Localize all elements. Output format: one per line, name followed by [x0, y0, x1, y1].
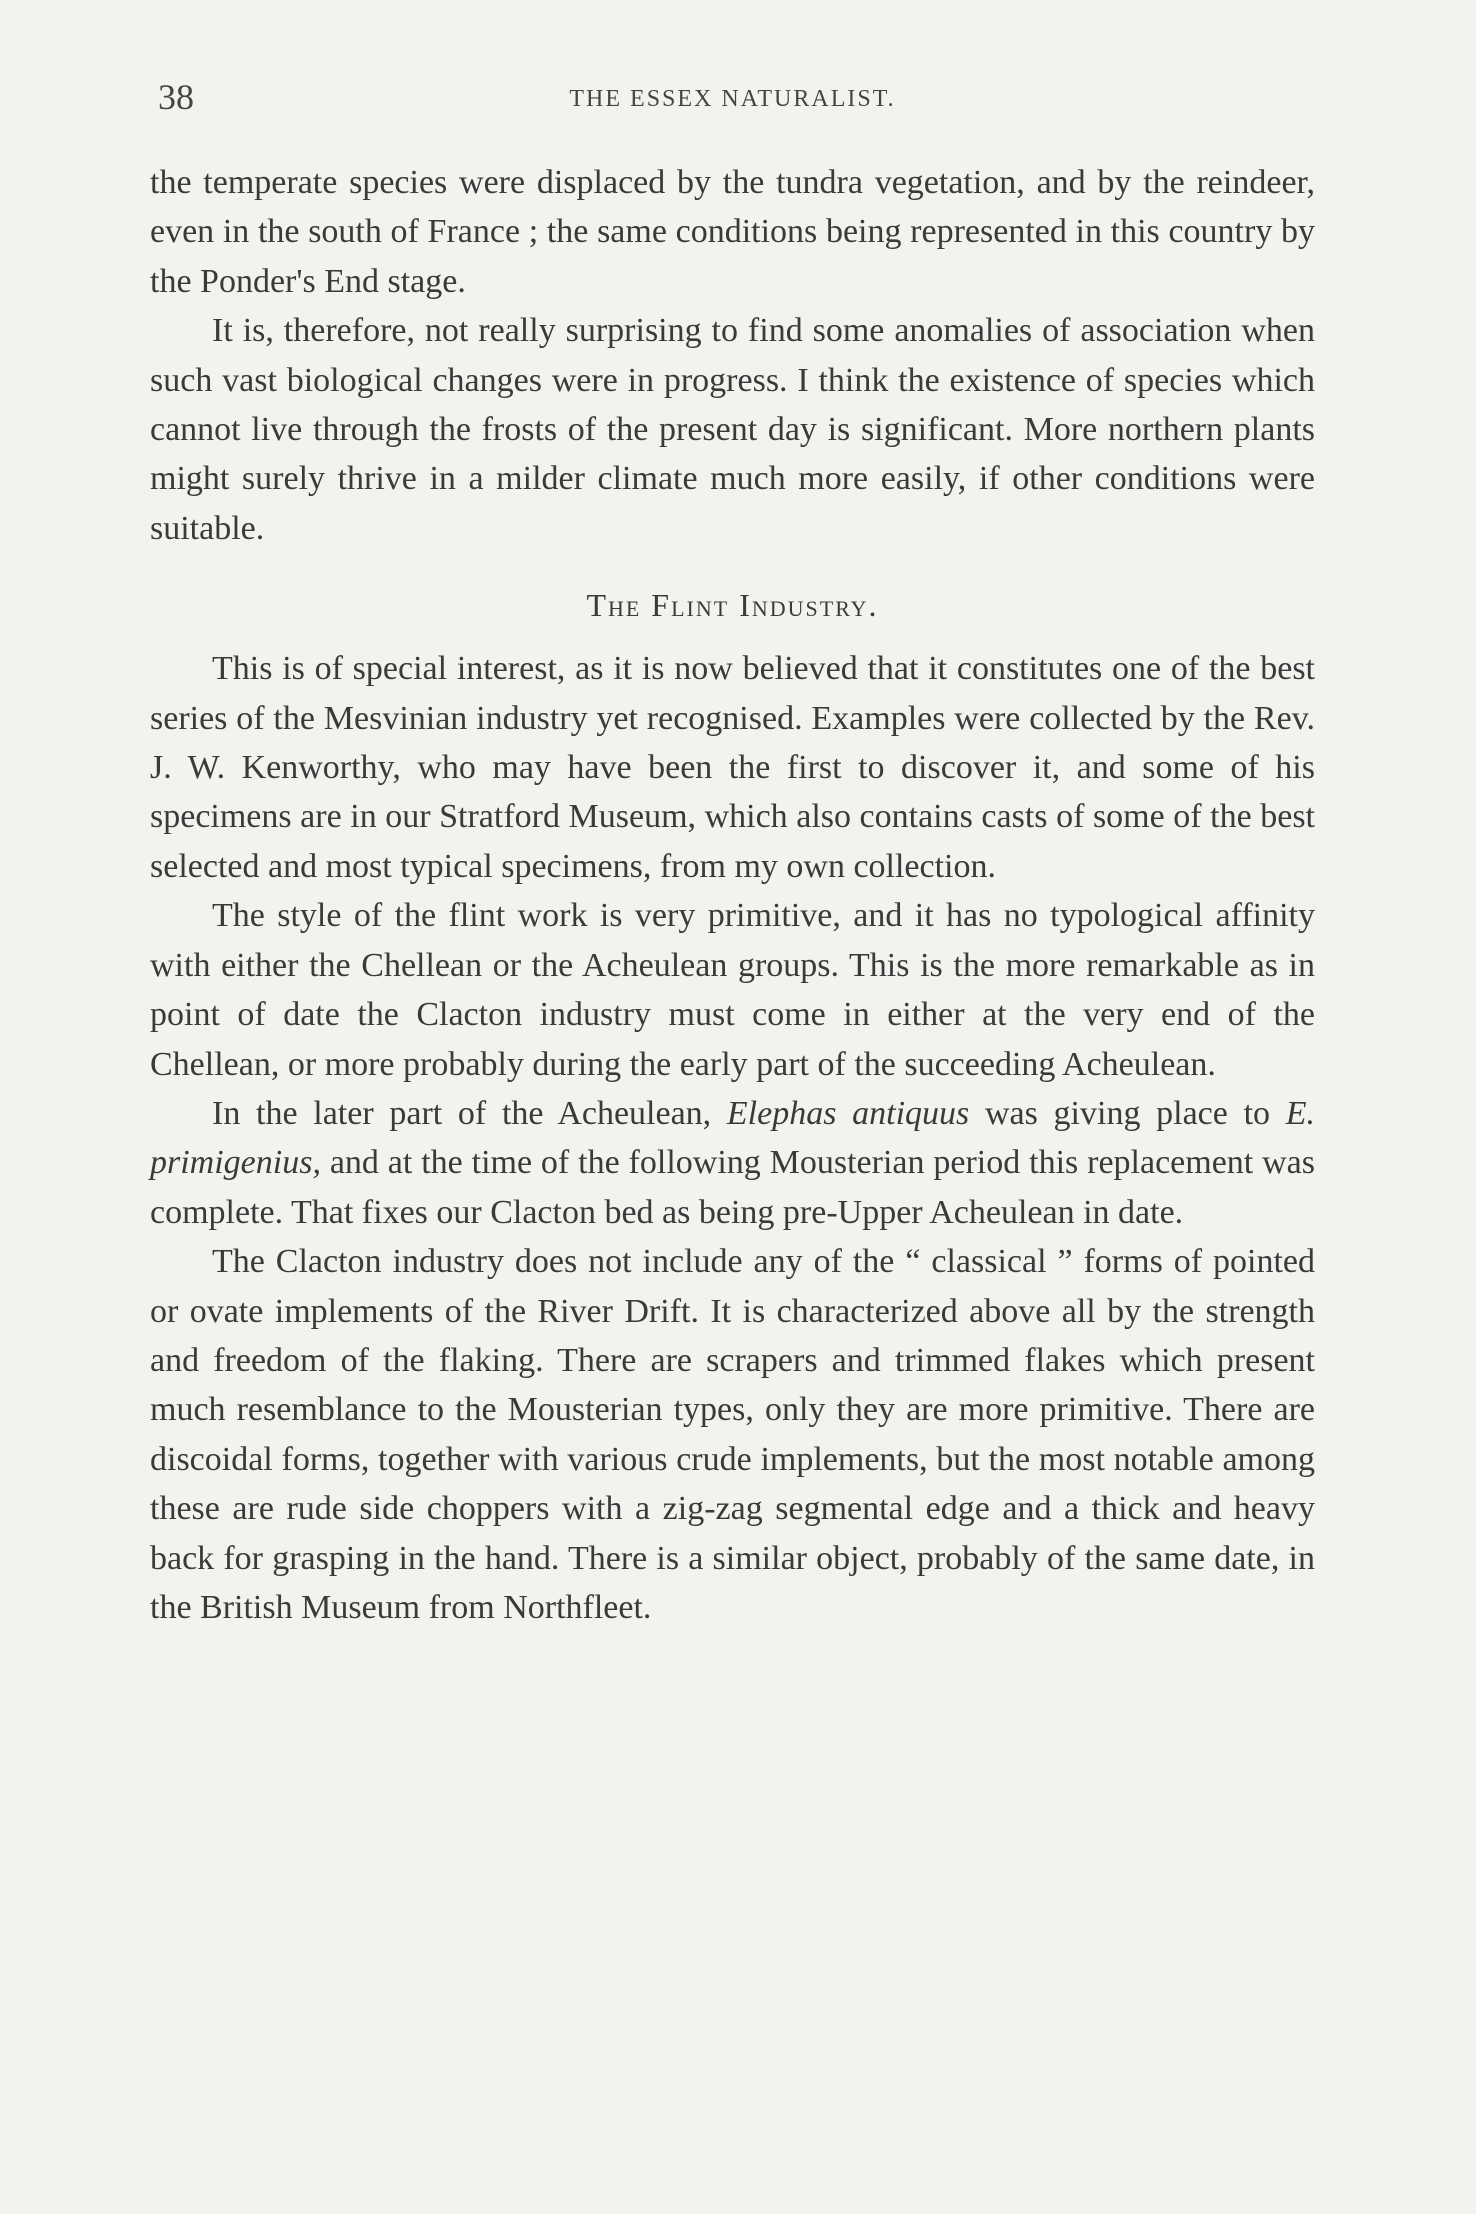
page-body [150, 158, 1315, 1632]
paragraph-5-text-1: In the later part of the Acheulean, [212, 1094, 727, 1132]
paragraph-5-text-3: and at the time of the following Mousterian period this replacement was complete. That fixes our Clacton bed as being pre-Upper Acheulean in date. [150, 1144, 1315, 1231]
page-number: 38 [158, 77, 194, 117]
paragraph-4: The style of the flint work is very primitive, and it has no typological affinity with either the Chellean or the Acheulean groups. This is the more remarkable as in point of date the Clacton industry must come in either at the very end of the Chellean, or more probably during the early part of the succeeding Acheulean. [150, 897, 1315, 1083]
species-name-elephas-antiquus: Elephas antiquus [726, 1094, 970, 1132]
section-heading: The Flint Industry. [586, 587, 879, 624]
paragraph-6: The Clacton industry does not include any of the “ classical ” forms of pointed or ovate implements of the River Drift. It is characterized above all by the strength and freedom of the flaking. There are scrapers and trimmed flakes which present much resemblance to the Mousterian types, only they are more primitive. There are discoidal forms, together with various crude implements, but the most notable among these are rude side choppers with a zig-zag segmental edge and a thick and heavy back for grasping in the hand. There is a similar object, probably of the same date, in the British Museum from Northfleet. [150, 1243, 1315, 1626]
paragraph-2: It is, therefore, not really surprising to find some anomalies of association when such vast biological changes were in progress. I think the existence of species which cannot live through the frosts of the present day is significant. More northern plants might surely thrive in a milder climate much more easily, if other conditions were suitable. [150, 312, 1315, 547]
running-title: THE ESSEX NATURALIST. [569, 86, 896, 112]
paragraph-1: the temperate species were displaced by the tundra vegetation, and by the reindeer, even in the south of France ; the same conditions being represented in this country by the Ponder's End stage. [150, 164, 1315, 300]
paragraph-5 [150, 1089, 1315, 1237]
page-header [150, 70, 1315, 130]
species-name-e-primigenius: E. primigenius, [150, 1094, 1315, 1182]
page [150, 70, 1315, 2180]
paragraph-5-text-2: was giving place to [969, 1094, 1286, 1132]
paragraph-3: This is of special interest, as it is now believed that it constitutes one of the best series of the Mesvinian industry yet recognised. Examples were collected by the Rev. J. W. Kenworthy, who may have been the first to discover it, and some of his specimens are in our Stratford Museum, which also contains casts of some of the best selected and most typical specimens, from my own collection. [150, 650, 1315, 885]
